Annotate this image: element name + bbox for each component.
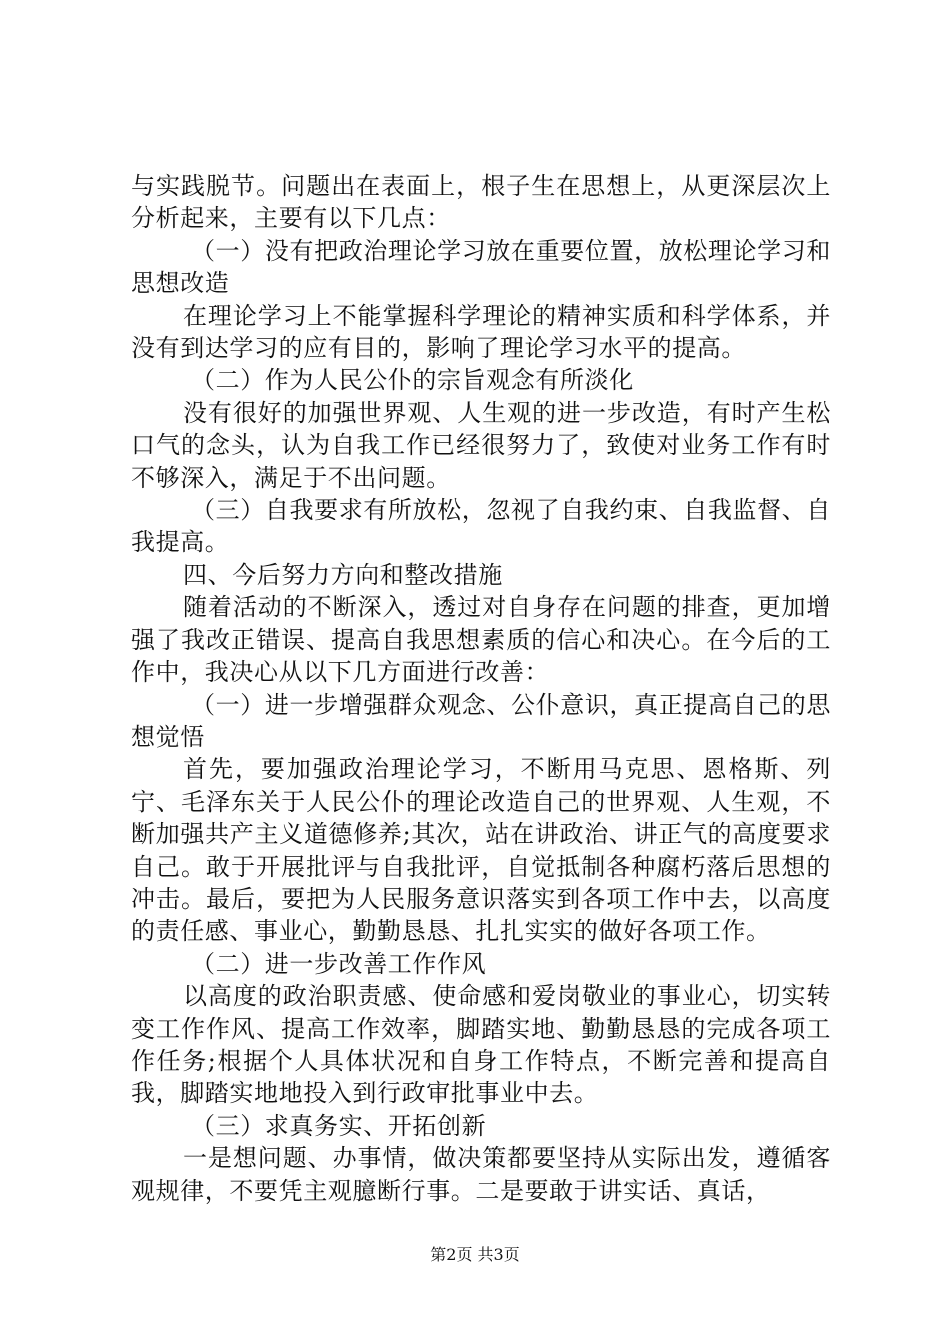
paragraph-1: 与实践脱节。问题出在表面上，根子生在思想上，从更深层次上分析起来，主要有以下几点： <box>131 172 831 233</box>
paragraph-6: 以高度的政治职责感、使命感和爱岗敬业的事业心，切实转变工作作风、提高工作效率，脚踏实地、勤勤恳恳的完成各项工作任务;根据个人具体状况和自身工作特点，不断完善和提高自我，脚踏实地地投入到行政审批事业中去。 <box>131 982 831 1108</box>
paragraph-3: 没有很好的加强世界观、人生观的进一步改造，有时产生松口气的念头，认为自我工作已经很努力了，致使对业务工作有时不够深入，满足于不出问题。 <box>131 398 831 492</box>
section-heading-1: （一）没有把政治理论学习放在重要位置，放松理论学习和思想改造 <box>131 236 831 298</box>
section-heading-4: （一）进一步增强群众观念、公仆意识，真正提高自己的思想觉悟 <box>131 690 831 751</box>
paragraph-2: 在理论学习上不能掌握科学理论的精神实质和科学体系，并没有到达学习的应有目的，影响了理论学习水平的提高。 <box>131 301 831 363</box>
section-heading-5: （二）进一步改善工作作风 <box>191 949 487 978</box>
page-number-label: 第2页 共3页 <box>430 1245 520 1264</box>
paragraph-7: 一是想问题、办事情，做决策都要坚持从实际出发，遵循客观规律，不要凭主观臆断行事。二是要敢于讲实话、真话， <box>131 1144 831 1205</box>
section-heading-3: （三）自我要求有所放松，忽视了自我约束、自我监督、自我提高。 <box>131 496 831 557</box>
document-body <box>131 170 831 1207</box>
paragraph-4: 随着活动的不断深入，透过对自身存在问题的排查，更加增强了我改正错误、提高自我思想素质的信心和决心。在今后的工作中，我决心从以下几方面进行改善： <box>131 593 831 687</box>
page-footer <box>0 1245 950 1265</box>
paragraph-5: 首先，要加强政治理论学习，不断用马克思、恩格斯、列宁、毛泽东关于人民公仆的理论改造自己的世界观、人生观，不断加强共产主义道德修养;其次，站在讲政治、讲正气的高度要求自己。敢于开展批评与自我批评，自觉抵制各种腐朽落后思想的冲击。最后，要把为人民服务意识落实到各项工作中去，以高度的责任感、事业心，勤勤恳恳、扎扎实实的做好各项工作。 <box>131 755 831 946</box>
section-heading-6: （三）求真务实、开拓创新 <box>191 1111 487 1140</box>
chapter-heading-4: 四、今后努力方向和整改措施 <box>183 560 503 589</box>
section-heading-2: （二）作为人民公仆的宗旨观念有所淡化 <box>191 366 634 395</box>
